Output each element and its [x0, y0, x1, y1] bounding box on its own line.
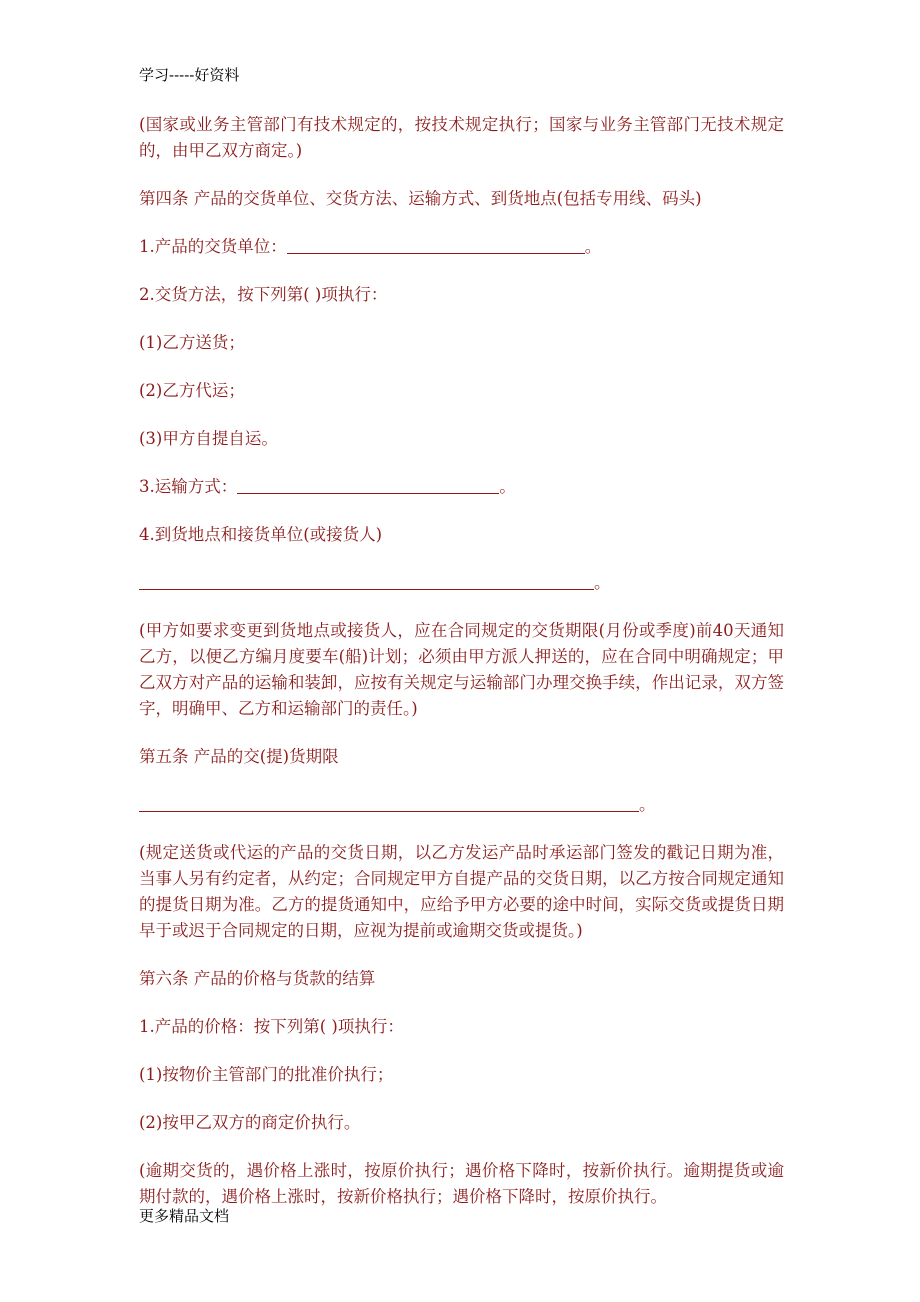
article-6-note: (逾期交货的，遇价格上涨时，按原价执行；遇价格下降时，按新价执行。逾期提货或逾期付款的，遇价格上涨时，按新价格执行；遇价格下降时，按原价执行。	[139, 1161, 784, 1206]
delivery-method-line: 2.交货方法，按下列第( )项执行：	[139, 285, 388, 304]
arrival-location-line: 4.到货地点和接货单位(或接货人)	[139, 525, 383, 544]
transport-method-blank[interactable]	[237, 475, 499, 494]
page-header: 学习-----好资料	[139, 66, 240, 84]
transport-method-label: 3.运输方式：	[139, 477, 238, 496]
page-footer: 更多精品文档	[139, 1207, 230, 1225]
article-5-note: (规定送货或代运的产品的交货日期，以乙方发运产品时承运部门签发的戳记日期为准，当事人另有约定者，从约定；合同规定甲方自提产品的交货日期，以乙方按合同规定通知的提货日期为准。乙方的提货通知中，应给予甲方必要的途中时间，实际交货或提货日期早于或迟于合同规定的日期，应视为提前或逾期交货或提货。)	[139, 843, 784, 940]
delivery-unit-blank[interactable]	[287, 235, 585, 254]
delivery-deadline-blank[interactable]	[139, 793, 639, 812]
delivery-unit-end: 。	[584, 237, 602, 256]
arrival-location-fill-line	[139, 570, 784, 596]
price-option-2: (2)按甲乙双方的商定价执行。	[139, 1113, 361, 1132]
transport-method-end: 。	[499, 477, 516, 496]
arrival-location-blank[interactable]	[139, 571, 594, 590]
delivery-option-1: (1)乙方送货；	[139, 333, 245, 352]
article-5-title: 第五条 产品的交(提)货期限	[139, 747, 339, 766]
article-4-title: 第四条 产品的交货单位、交货方法、运输方式、到货地点(包括专用线、码头)	[139, 189, 702, 208]
article-6-title: 第六条 产品的价格与货款的结算	[139, 969, 376, 988]
price-option-1: (1)按物价主管部门的批准价执行；	[139, 1065, 394, 1084]
transport-method-line	[139, 474, 784, 500]
document-body	[139, 112, 784, 1232]
delivery-deadline-fill-line	[139, 792, 784, 818]
delivery-option-3: (3)甲方自提自运。	[139, 429, 278, 448]
delivery-unit-line	[139, 234, 784, 260]
arrival-location-end: 。	[594, 573, 611, 592]
price-line: 1.产品的价格：按下列第( )项执行：	[139, 1017, 404, 1036]
delivery-unit-label: 1.产品的交货单位：	[139, 237, 287, 256]
technical-standard-note: (国家或业务主管部门有技术规定的，按技术规定执行；国家与业务主管部门无技术规定的，由甲乙双方商定。)	[139, 115, 784, 160]
delivery-option-2: (2)乙方代运；	[139, 381, 245, 400]
article-4-note: (甲方如要求变更到货地点或接货人，应在合同规定的交货期限(月份或季度)前40天通知乙方，以便乙方编月度要车(船)计划；必须由甲方派人押送的，应在合同中明确规定；甲乙双方对产品的运输和装卸，应按有关规定与运输部门办理交换手续，作出记录，双方签字，明确甲、乙方和运输部门的责任。)	[139, 621, 784, 718]
delivery-deadline-end: 。	[639, 795, 656, 814]
